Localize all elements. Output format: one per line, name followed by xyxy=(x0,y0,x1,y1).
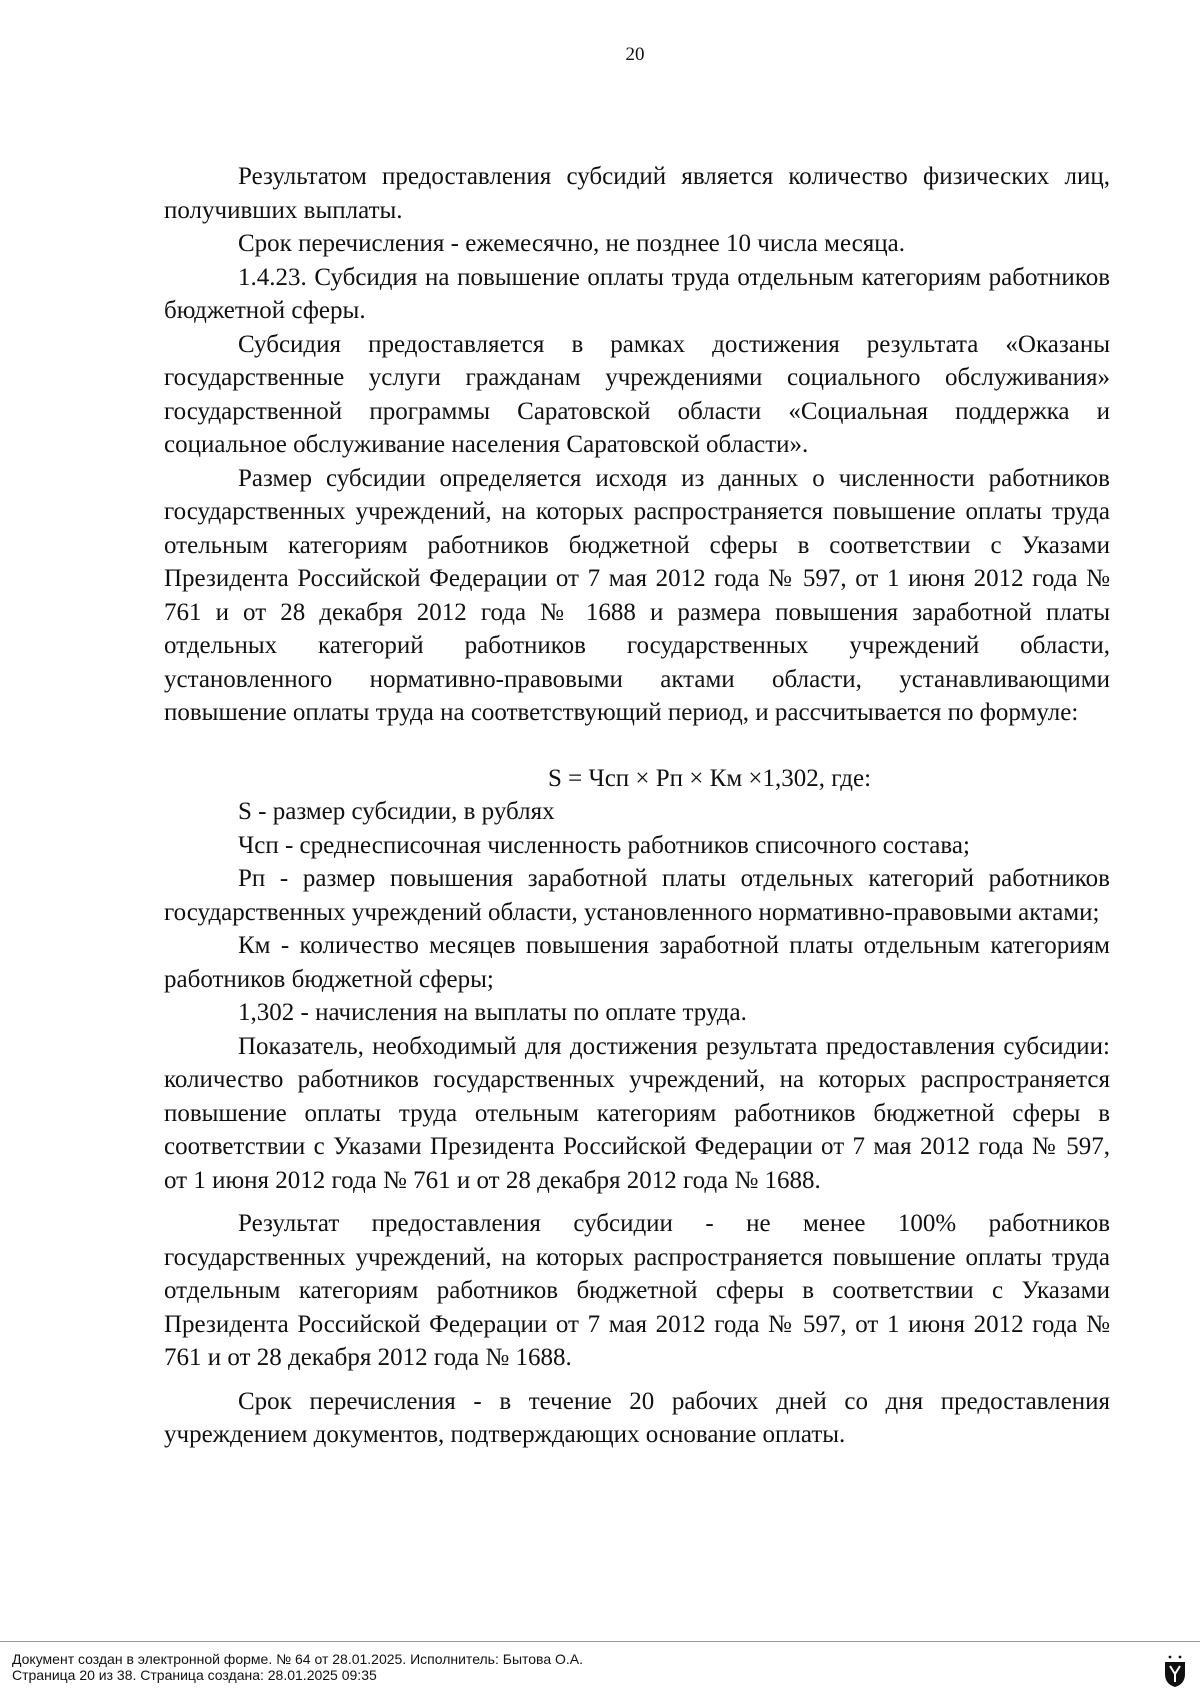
footer-info xyxy=(12,1651,583,1683)
formula-legend-rp: Рп - размер повышения заработной платы отдельных категорий работников государственных учреждений области, установленного нормативно-правовыми актами; xyxy=(164,865,1110,926)
paragraph-subsidy-result: Результат предоставления субсидии - не менее 100% работников государственных учреждений, на которых распространяется повышение оплаты труда отдельным категориям работников бюджетной сферы в соответствии с Указами Президента Российской Федерации от 7 мая 2012 года № 597, от 1 июня 2012 года № 761 и от 28 декабря 2012 года № 1688. xyxy=(164,1210,1110,1371)
paragraph-transfer-term: Срок перечисления - ежемесячно, не позднее 10 числа месяца. xyxy=(238,230,905,257)
formula-legend-km: Км - количество месяцев повышения заработной платы отдельным категориям работников бюджетной сферы; xyxy=(164,932,1110,993)
section-heading-1-4-23: 1.4.23. Субсидия на повышение оплаты труда отдельным категориям работников бюджетной сферы. xyxy=(164,263,1110,324)
footer-line-page: Страница 20 из 38. Страница создана: 28.01.2025 09:35 xyxy=(12,1667,377,1683)
formula-legend-chsp: Чсп - среднесписочная численность работников списочного состава; xyxy=(238,831,970,859)
paragraph-result: Результатом предоставления субсидий является количество физических лиц, получивших выплаты. xyxy=(164,163,1110,224)
formula: S = Чсп × Рп × Км ×1,302, где: xyxy=(547,764,872,792)
document-body xyxy=(164,160,1110,1452)
footer-line-document: Документ создан в электронной форме. № 64 от 28.01.2025. Исполнитель: Бытова О.А. xyxy=(12,1651,584,1667)
paragraph-subsidy-purpose: Субсидия предоставляется в рамках достижения результата «Оказаны государственные услуги гражданам учреждениями социального обслуживания» государственной программы Саратовской области «Социальная поддержка и социальное обслуживание населения Саратовской области». xyxy=(164,330,1110,458)
paragraph-indicator: Показатель, необходимый для достижения результата предоставления субсидии: количество работников государственных учреждений, на которых распространяется повышение оплаты труда отельным категориям работников бюджетной сферы в соответствии с Указами Президента Российской Федерации от 7 мая 2012 года № 597, от 1 июня 2012 года № 761 и от 28 декабря 2012 года № 1688. xyxy=(164,1032,1110,1194)
coat-of-arms-icon xyxy=(1164,1654,1186,1688)
page-number: 20 xyxy=(625,44,645,65)
formula-legend-coefficient: 1,302 - начисления на выплаты по оплате труда. xyxy=(238,999,747,1026)
paragraph-transfer-deadline: Срок перечисления - в течение 20 рабочих дней со дня предоставления учреждением документов, подтверждающих основание оплаты. xyxy=(164,1387,1110,1448)
document-footer xyxy=(0,1641,1200,1699)
paragraph-subsidy-size: Размер субсидии определяется исходя из данных о численности работников государственных учреждений, на которых распространяется повышение оплаты труда отельным категориям работников бюджетной сферы в соответствии с Указами Президента Российской Федерации от 7 мая 2012 года № 597, от 1 июня 2012 года № 761 и от 28 декабря 2012 года № 1688 и размера повышения заработной платы отдельных категорий работников государственных учреждений области, установленного нормативно-правовыми актами области, устанавливающими повышение оплаты труда на соответствующий период, и рассчитывается по формуле: xyxy=(164,464,1110,726)
formula-legend-s: S - размер субсидии, в рублях xyxy=(238,798,555,825)
